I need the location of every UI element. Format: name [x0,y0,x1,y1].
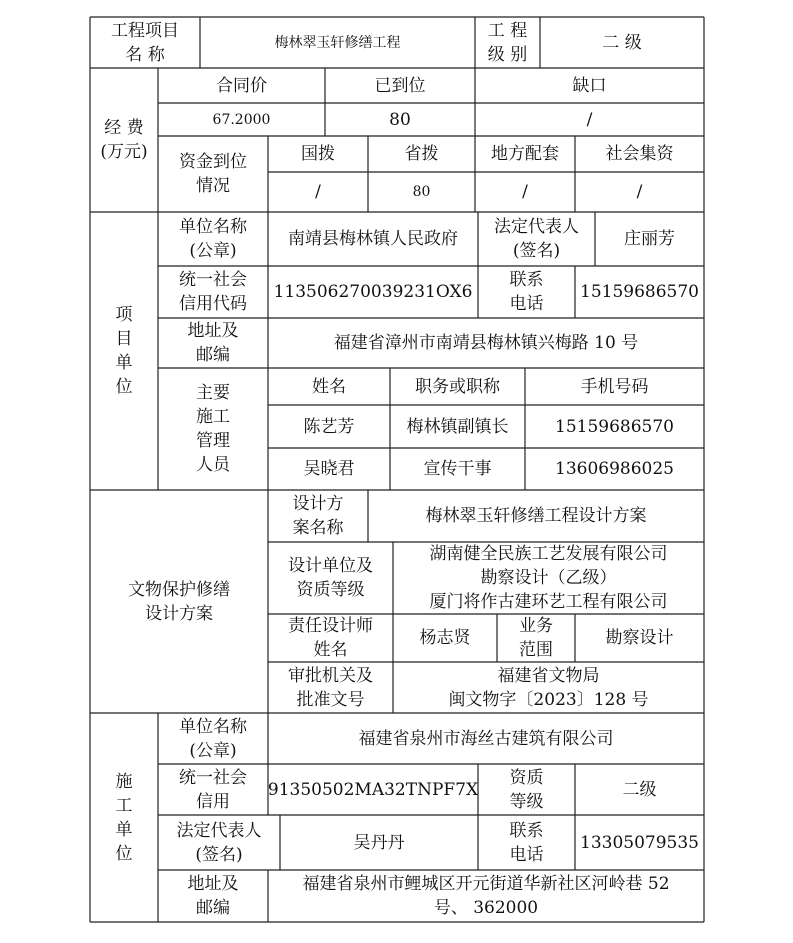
local-funding-label: 地方配套 [491,144,559,164]
manager-2-name: 吴晓君 [303,459,355,479]
managers-header-name: 姓名 [312,376,346,397]
provincial-funding-value: 80 [412,184,431,200]
construction-address-value: 福建省泉州市鲤城区开元街道华新社区河岭巷 52 号、 362000 [302,874,670,918]
credit-code-value: 113506270039231OX6 [273,282,473,302]
manager-1-title: 梅林镇副镇长 [406,416,509,437]
construction-credit-value: 91350502MA32TNPF7X [267,779,479,800]
contact-phone-value: 15159686570 [580,282,699,302]
unit-name-value: 南靖县梅林镇人民政府 [288,229,458,249]
address-label: 地址及 邮编 [187,321,239,365]
design-unit-label: 设计单位及 资质等级 [288,556,373,600]
plan-name-label: 设计方 案名称 [292,494,344,538]
designer-value: 杨志贤 [419,628,471,648]
managers-label: 主要 施工 管理 人员 [196,383,230,475]
national-funding-value: / [315,182,321,202]
qualification-value: 二级 [622,779,657,800]
project-level-value: 二 级 [602,32,642,53]
plan-name-value: 梅林翠玉轩修缮工程设计方案 [425,506,647,526]
funding-section-label: 经 费 (万元) [100,118,148,162]
construction-contact-value: 13305079535 [580,832,699,853]
construction-unit-name-label: 单位名称 (公章) [179,716,247,761]
legal-rep-label: 法定代表人 (签名) [494,217,579,261]
managers-header-title: 职务或职称 [415,376,500,397]
construction-unit-name-value: 福建省泉州市海丝古建筑有限公司 [358,728,614,749]
fund-source-label: 资金到位 情况 [179,152,247,196]
design-section-label: 文物保护修缮 设计方案 [128,579,230,624]
social-funding-label: 社会集资 [605,144,674,164]
project-unit-section-label: 项 目 单 位 [115,305,133,397]
construction-unit-section-label: 施 工 单 位 [115,771,133,864]
provincial-funding-label: 省拨 [404,144,439,164]
manager-2-phone: 13606986025 [555,459,674,479]
legal-rep-value: 庄丽芳 [624,229,675,249]
project-name-value: 梅林翠玉轩修缮工程 [274,34,401,51]
manager-1-phone: 15159686570 [555,416,674,437]
project-level-label: 工 程 级 别 [487,20,528,65]
received-value: 80 [389,109,411,130]
approval-value: 福建省文物局 闽文物字〔2023〕128 号 [448,665,649,710]
unit-name-label: 单位名称 (公章) [179,217,247,261]
construction-legal-rep-label: 法定代表人 (签名) [176,820,262,865]
local-funding-value: / [522,182,528,202]
construction-legal-rep-value: 吴丹丹 [353,832,405,853]
contract-price-value: 67.2000 [212,111,271,128]
scope-value: 勘察设计 [605,628,674,648]
design-unit-value: 湖南健全民族工艺发展有限公司 勘察设计（乙级） 厦门将作古建环艺工程有限公司 [429,544,668,612]
contact-phone-label: 联系 电话 [509,270,544,314]
qualification-label: 资质 等级 [509,767,544,812]
national-funding-label: 国拨 [301,144,335,164]
address-value: 福建省漳州市南靖县梅林镇兴梅路 10 号 [333,333,639,353]
gap-label: 缺口 [572,75,607,96]
scope-label: 业务 范围 [519,616,553,660]
manager-2-title: 宣传干事 [423,459,492,479]
project-name-label: 工程项目 名 称 [111,20,179,65]
contract-price-label: 合同价 [216,75,267,96]
designer-label: 责任设计师 姓名 [288,616,373,660]
social-funding-value: / [636,182,643,202]
credit-code-label: 统一社会 信用代码 [179,270,247,314]
received-label: 已到位 [374,75,426,96]
approval-label: 审批机关及 批准文号 [288,665,373,710]
gap-value: / [586,109,593,130]
construction-contact-label: 联系 电话 [509,820,544,865]
construction-address-label: 地址及 邮编 [187,874,239,918]
manager-1-name: 陈艺芳 [303,416,355,437]
managers-header-phone: 手机号码 [580,376,649,397]
construction-credit-label: 统一社会 信用 [179,767,247,812]
